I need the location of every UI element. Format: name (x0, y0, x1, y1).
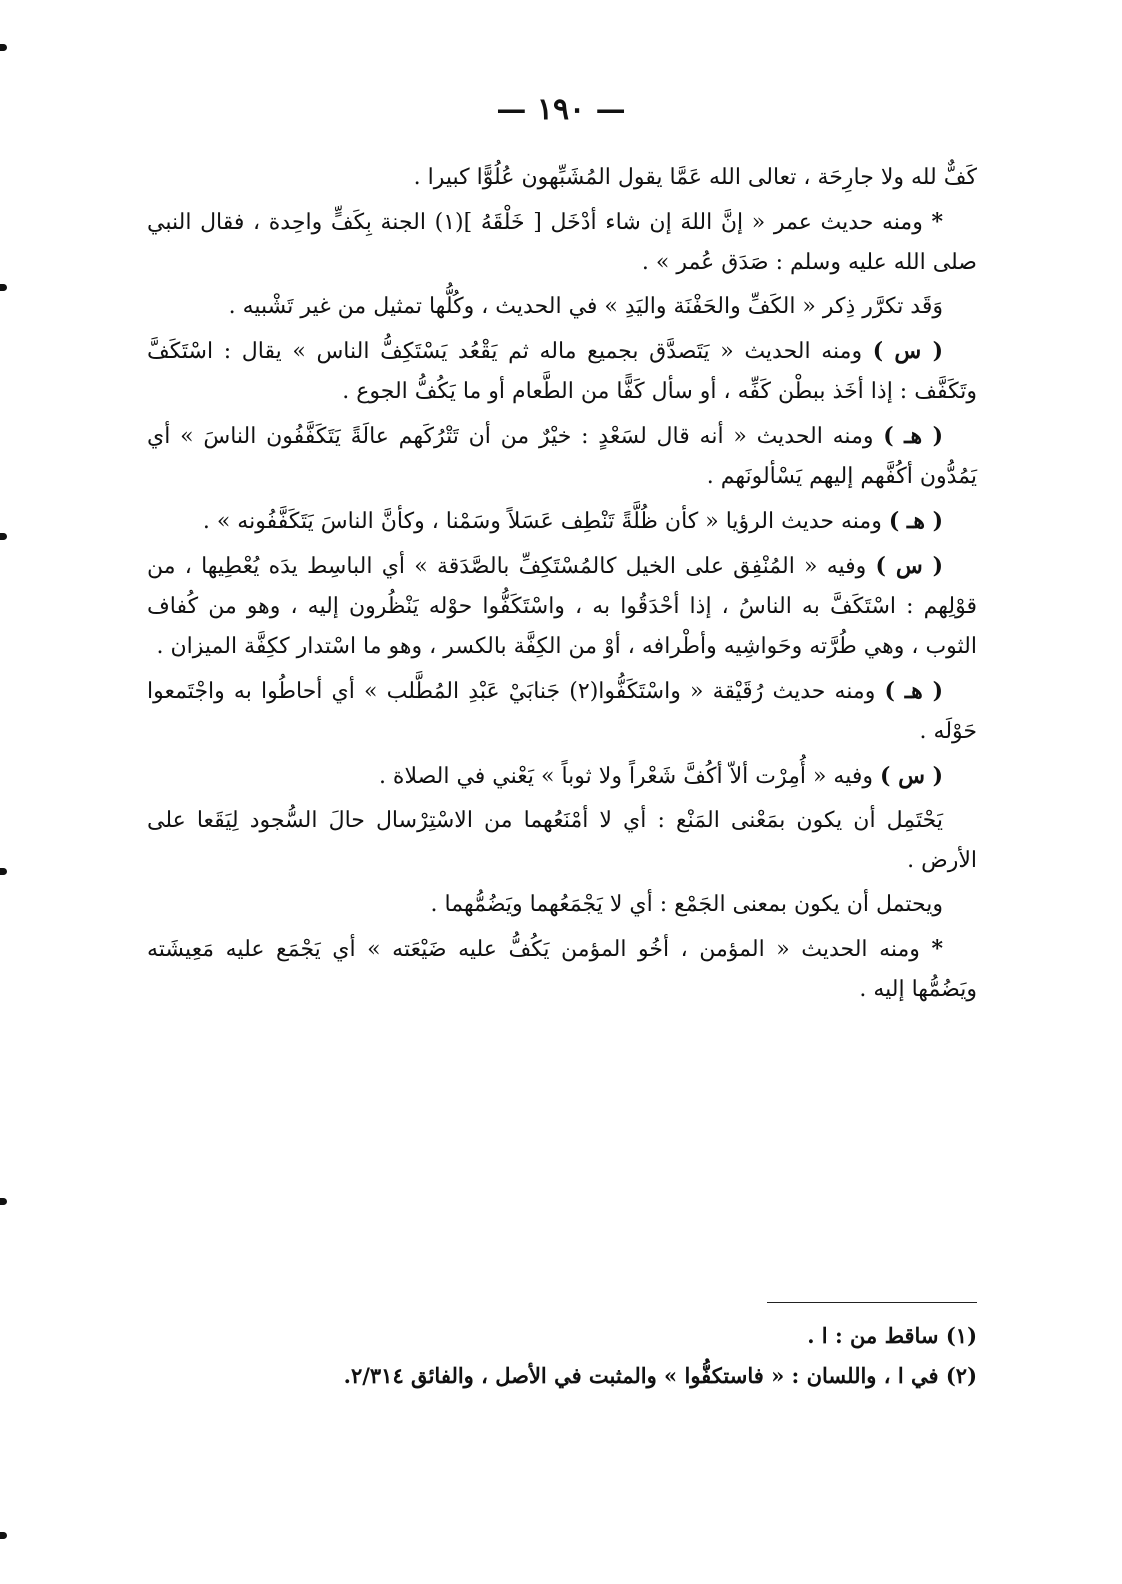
scan-edge-mark (0, 284, 7, 291)
paragraph (147, 158, 977, 198)
scan-edge-mark (0, 1532, 7, 1539)
paragraph (147, 929, 977, 1010)
paragraph-text: ومنه حديث عمر « إنَّ اللهَ إن شاء أدْخَل [ خَلْقَهُ ](١) الجنة بِكَفٍّ واحِدة ، فقال النبي صلى الله عليه وسلم : صَدَق عُمر » . (147, 210, 977, 275)
source-tag: ( هـ ) (883, 423, 943, 449)
paragraph-text: يَحْتَمِل أن يكون بمَعْنى المَنْع : أي لا أمْنَعُهما من الاسْتِرْسال حالَ السُّجود لِيَقَعا على الأرض . (147, 808, 977, 873)
source-tag: ( س ) (880, 763, 943, 789)
source-tag: ( س ) (875, 553, 944, 579)
paragraph (147, 501, 977, 542)
paragraph-text: ومنه حديث الرؤيا « كأن ظُلَّةً تَنْطِف عَسَلاً وسَمْنا ، وكأنَّ الناسَ يَتَكَفَّفُونه » . (202, 509, 889, 534)
paragraph-text: ومنه حديث رُقَيْقة « واسْتَكَفُّوا(٢) جَنابَيْ عَبْدِ المُطَّلب » أي أحاطُوا به واجْتَمعوا حَوْلَه . (147, 679, 977, 744)
paragraph (147, 287, 977, 327)
source-tag: ( هـ ) (888, 508, 943, 534)
footnote-1: (١) ساقط من : ا . (807, 1323, 977, 1348)
paragraph (147, 331, 977, 412)
paragraph (147, 801, 977, 881)
paragraph (147, 546, 977, 667)
paragraph-text: وفيه « المُنْفِق على الخيل كالمُسْتَكِفِّ بالصَّدَقة » أي الباسِط يدَه يُعْطِيها ، من قوْلِهم : اسْتَكَفَّ به الناسُ ، إذا أحْدَقُوا به ، واسْتَكَفُّوا حوْله يَنْظُرون إليه ، وهو من كُفاف الثوب ، وهي طُرَّته وحَواشِيه وأطْرافه ، أوْ من الكِفَّة بالكسر ، وهو ما اسْتدار ككِفَّة الميزان . (147, 554, 977, 659)
paragraph-text: كَفٌّ لله ولا جارِحَة ، تعالى الله عَمَّا يقول المُشَبِّهون عُلُوًّا كبيرا . (413, 165, 977, 190)
main-text (147, 158, 977, 1010)
paragraph (147, 671, 977, 752)
page-number: — ١٩٠ — (496, 92, 626, 127)
scan-edge-mark (0, 868, 7, 875)
paragraph (147, 202, 977, 283)
asterisk-marker: * (931, 209, 943, 235)
paragraph (147, 885, 977, 925)
paragraph-text: ومنه الحديث « يَتَصدَّق بجميع ماله ثم يَقْعُد يَسْتَكِفُّ الناس » يقال : اسْتَكَفَّ وتَكَفَّف : إذا أخَذ ببطْن كَفِّه ، أو سأل كَفًّا من الطَّعام أو ما يَكُفُّ الجوع . (147, 339, 977, 404)
source-tag: ( س ) (872, 338, 943, 364)
paragraph (147, 756, 977, 797)
scan-edge-mark (0, 44, 7, 51)
paragraph-text: وفيه « أُمِرْت ألاّ أكُفَّ شَعْراً ولا ثوباً » يَعْني في الصلاة . (378, 764, 880, 789)
source-tag: ( هـ ) (884, 678, 944, 704)
scan-edge-mark (0, 533, 7, 540)
paragraph-text: ومنه الحديث « أنه قال لسَعْدٍ : خيْرٌ من أن تَتْرُكَهم عالَةً يَتَكَفَّفُون الناسَ » أي يَمُدُّون أكُفَّهم إليهم يَسْألونَهم . (147, 424, 977, 489)
footnotes (147, 1316, 977, 1396)
paragraph-text: ومنه الحديث « المؤمن ، أخُو المؤمن يَكُفُّ عليه ضَيْعَته » أي يَجْمَع عليه مَعِيشَته ويَضُمُّها إليه . (147, 937, 977, 1002)
footnote-divider (767, 1302, 977, 1303)
paragraph (147, 416, 977, 497)
asterisk-marker: * (931, 936, 943, 962)
footnote-2: (٢) في ا ، واللسان : « فاستكفُّوا » والمثبت في الأصل ، والفائق ٢/٣١٤. (343, 1363, 977, 1388)
paragraph-text: ويحتمل أن يكون بمعنى الجَمْع : أي لا يَجْمَعُهما ويَضُمُّهما . (430, 892, 943, 917)
paragraph-text: وَقَد تكرَّر ذِكر « الكَفِّ والحَفْنَة واليَدِ » في الحديث ، وكُلُّها تمثيل من غير تَشْبيه . (228, 294, 943, 319)
scan-edge-mark (0, 1198, 7, 1205)
